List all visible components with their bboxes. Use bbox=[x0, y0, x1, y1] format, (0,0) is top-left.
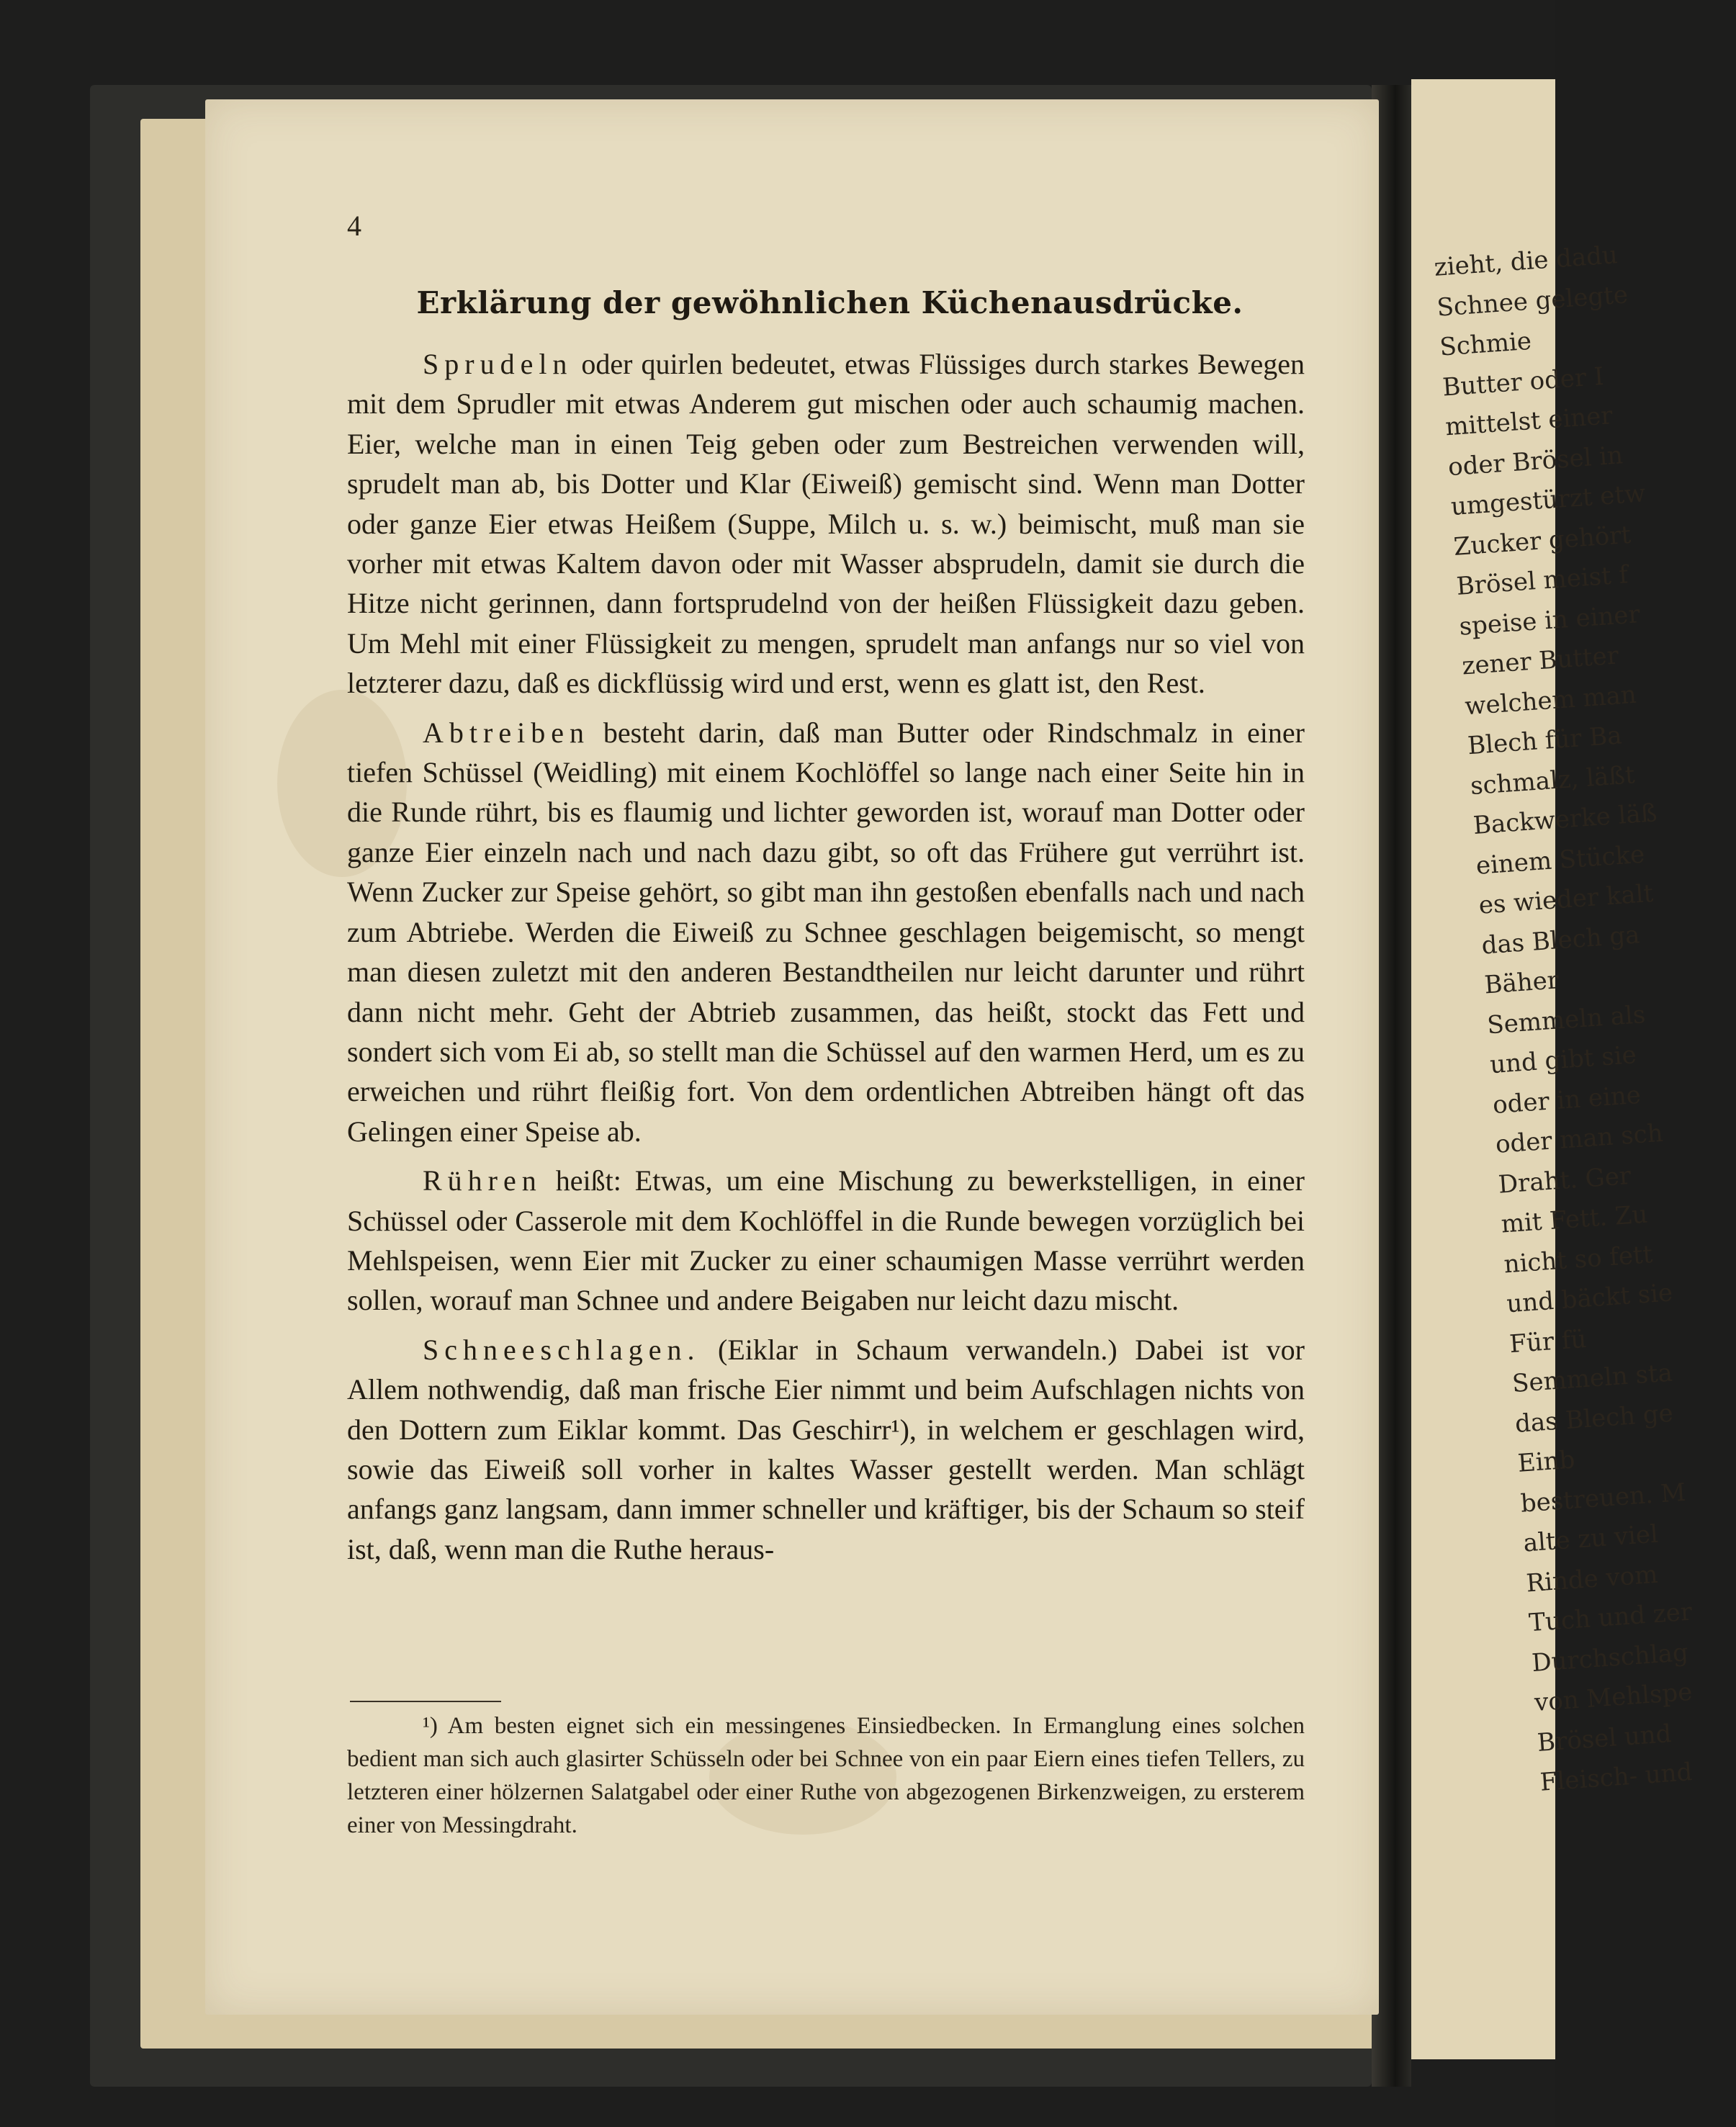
facing-page-line: Semmeln als bbox=[1486, 999, 1647, 1040]
facing-page-line: Backwerke läß bbox=[1472, 799, 1658, 840]
facing-page-line: oder in eine bbox=[1491, 1080, 1642, 1120]
facing-page-line: oder Brösel in bbox=[1447, 440, 1624, 482]
facing-page-line: Draht. Ger bbox=[1497, 1161, 1632, 1200]
facing-page-line: welchem man bbox=[1464, 680, 1637, 721]
facing-page-line: Tuch und zer bbox=[1528, 1597, 1694, 1638]
paragraph-text: (Eiklar in Schaum verwandeln.) Dabei ist vor Allem nothwendig, daß man frische Eier nimmt und beim Aufschlagen nichts von den Dottern zum Eiklar kommt. Das Geschirr¹), in welchem er geschlagen wird, sowie das Eiweiß soll vorher in kaltes Wasser gestellt werden. Man schlägt anfangs ganz langsam, dann immer schneller und kräftiger, bis der Schaum so steif ist, daß, wenn man die Ruthe heraus- bbox=[347, 1333, 1305, 1565]
facing-page-line: bestreuen. M bbox=[1519, 1478, 1687, 1519]
facing-page-line: zieht, die dadu bbox=[1433, 240, 1619, 282]
paragraph-sprudeln bbox=[347, 344, 1305, 703]
facing-page-line: Brösel und bbox=[1536, 1719, 1673, 1758]
paragraph-text: oder quirlen bedeutet, etwas Flüssiges durch starkes Bewegen mit dem Sprudler mit etwas Anderem gut mischen oder auch schaumig machen. Eier, welche man in einen Teig geben oder zum Bestreichen verwenden will, sprudelt man ab, bis Dotter und Klar (Eiweiß) gemischt sind. Wenn man Dotter oder ganze Eier etwas Heißem (Suppe, Milch u. s. w.) beimischt, muß man sie vorher mit etwas Kaltem davon oder mit Wasser absprudeln, damit sie durch die Hitze nicht gerinnen, dann fortsprudelnd von der heißen Flüssigkeit dazu geben. Um Mehl mit einer Flüssigkeit zu mengen, sprudelt man anfangs nur so viel von letzterer dazu, daß es dickflüssig wird und erst, wenn es glatt ist, den Rest. bbox=[347, 348, 1305, 700]
facing-page-line: Schnee gelegte bbox=[1436, 279, 1629, 323]
facing-page-line: Für fü bbox=[1508, 1324, 1588, 1359]
footnote: ¹) Am besten eignet sich ein messingenes Einsiedbecken. In Ermanglung eines solchen bedient man sich auch glasirter Schüsseln oder bei Schnee von ein paar Eiern eines tiefen Tellers, zu letzteren einer hölzernen Salatgabel oder einer Ruthe von abgezogenen Birkenzweigen, zu ersterem einer von Messingdraht. bbox=[347, 1713, 1305, 1838]
facing-page-line: Durchschlag bbox=[1530, 1637, 1689, 1678]
facing-page-line: umgestürzt etw bbox=[1449, 479, 1647, 522]
facing-page-line: Butter oder I bbox=[1442, 361, 1605, 402]
facing-page-line: und gibt sie bbox=[1488, 1040, 1637, 1080]
facing-page-line: von Mehlspe bbox=[1533, 1677, 1694, 1718]
facing-page-line: zener Butter bbox=[1461, 641, 1620, 681]
paragraph-text: besteht darin, daß man Butter oder Rindschmalz in einer tiefen Schüssel (Weidling) mit einem Kochlöffel so lange nach einer Seite hin in die Runde rührt, bis es flaumig und lichter geworden ist, worauf man Dotter oder ganze Eier einzeln nach und nach dazu gibt, so oft das Frühere gut verrührt ist. Wenn Zucker zur Speise gehört, so gibt man ihn gestoßen ebenfalls nach und nach zum Abtriebe. Werden die Eiweiß zu Schnee geschlagen beigemischt, so mengt man diesen zuletzt mit den anderen Bestandtheilen nur leicht darunter und rührt dann nicht mehr. Geht der Abtrieb zusammen, das heißt, stockt das Fett und sondert sich vom Ei ab, so stellt man die Schüssel auf den warmen Herd, um es zu erweichen und rührt fleißig fort. Von dem ordentlichen Abtreiben hängt oft das Gelingen einer Speise ab. bbox=[347, 716, 1305, 1148]
term: Schneeschlagen. bbox=[423, 1333, 701, 1366]
facing-page-line: alte zu viel bbox=[1522, 1519, 1660, 1558]
facing-page-line: das Blech ga bbox=[1480, 919, 1641, 961]
facing-page-line: mittelst einer bbox=[1444, 401, 1614, 442]
facing-page-line: und bäckt sie bbox=[1506, 1278, 1674, 1319]
paragraph-text: heißt: Etwas, um eine Mischung zu bewerkstelligen, in einer Schüssel oder Casserole mit dem Kochlöffel in die Runde bewegen vorzüglich bei Mehlspeisen, wenn Eier mit Zucker zu einer schaumigen Masse verrührt werden sollen, worauf man Schnee und andere Beigaben nur leicht dazu mischt. bbox=[347, 1164, 1305, 1317]
term: Rühren bbox=[423, 1164, 542, 1197]
facing-page-line: es wieder kalt bbox=[1478, 878, 1655, 920]
term: Abtreiben bbox=[423, 716, 590, 749]
paragraph-schneeschlagen bbox=[347, 1330, 1305, 1569]
facing-page-line: mit Fett. Zu bbox=[1500, 1200, 1649, 1239]
facing-page-line: Blech für Ba bbox=[1466, 721, 1623, 761]
section-heading: Erklärung der gewöhnlichen Küchenausdrücke. bbox=[416, 285, 1243, 320]
facing-page-line: Einb bbox=[1516, 1445, 1576, 1478]
facing-page-line: Brösel meist f bbox=[1455, 560, 1629, 601]
facing-page-line: Fleisch- und bbox=[1539, 1758, 1694, 1797]
facing-page-line: einem Stücke bbox=[1475, 840, 1646, 881]
page-body bbox=[347, 344, 1305, 1578]
page-number: 4 bbox=[347, 210, 361, 242]
facing-page-line: nicht so fett bbox=[1503, 1239, 1654, 1280]
facing-page-line: oder man sch bbox=[1494, 1118, 1664, 1159]
footnote-divider bbox=[350, 1701, 501, 1702]
paragraph-abtreiben bbox=[347, 713, 1305, 1151]
facing-page-line: Rinde vom bbox=[1525, 1560, 1659, 1598]
facing-page-line: speise in einer bbox=[1458, 599, 1641, 642]
term: Sprudeln bbox=[423, 348, 573, 380]
facing-page-line: Zucker gehört bbox=[1452, 520, 1632, 562]
paragraph-ruehren bbox=[347, 1161, 1305, 1321]
facing-page-line: Schmie bbox=[1439, 326, 1533, 362]
facing-page-line: das Blech ge bbox=[1514, 1398, 1674, 1439]
facing-page-line: schmalz, läßt bbox=[1469, 760, 1636, 801]
facing-page-line: Bäher bbox=[1483, 966, 1560, 1000]
facing-page-line: Semmeln sta bbox=[1511, 1358, 1674, 1399]
